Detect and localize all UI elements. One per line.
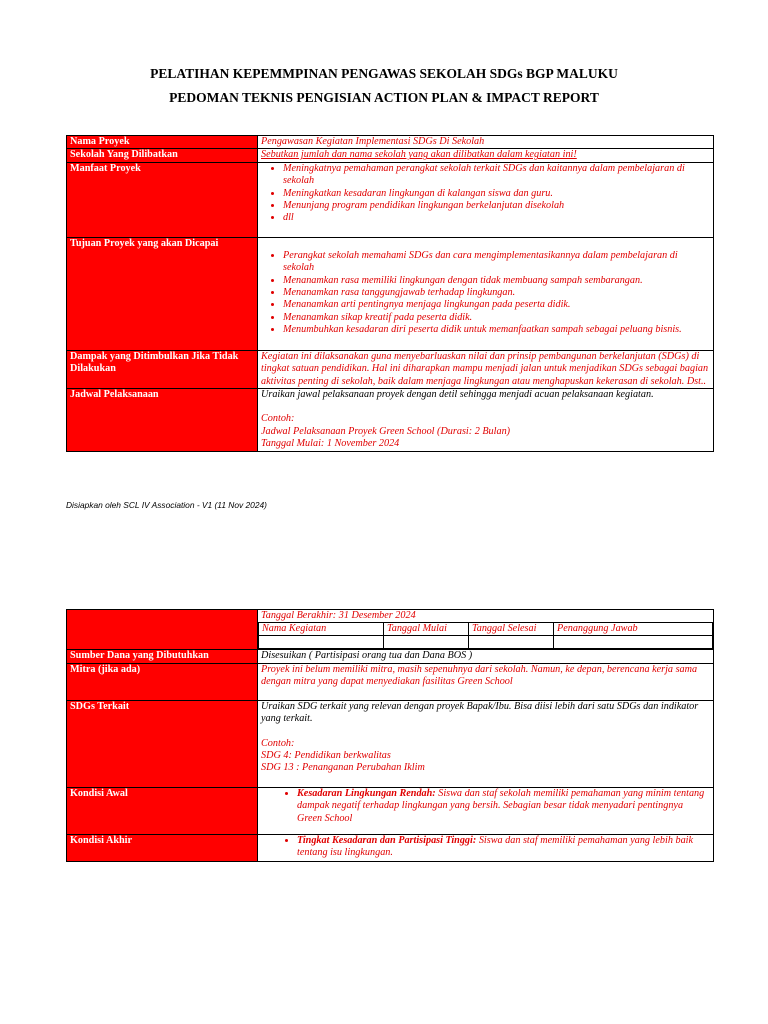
label-jadwal-continued	[67, 610, 258, 650]
jadwal-contoh: Contoh:	[261, 413, 295, 425]
document-title: PELATIHAN KEPEMMPINAN PENGAWAS SEKOLAH SDGs BGP MALUKU	[150, 66, 618, 81]
list-item: • Menumbuhkan kesadaran diri peserta didik untuk memanfaatkan sampah sebagai peluang bisnis.	[283, 324, 710, 336]
row-manfaat	[67, 162, 714, 237]
label-jadwal: Jadwal Pelaksanaan	[67, 389, 258, 452]
row-mitra	[67, 663, 714, 700]
value-jadwal-continued[interactable]	[258, 610, 714, 650]
label-manfaat: Manfaat Proyek	[67, 162, 258, 237]
row-dampak	[67, 350, 714, 388]
tujuan-list	[261, 250, 710, 337]
table-row	[259, 636, 713, 649]
list-item: • Menanamkan sikap kreatif pada peserta didik.	[283, 312, 710, 324]
label-kondisi-akhir: Kondisi Akhir	[67, 834, 258, 861]
list-item	[297, 835, 710, 860]
value-sekolah[interactable]: Sebutkan jumlah dan nama sekolah yang akan dilibatkan dalam kegiatan ini!	[258, 149, 714, 162]
col-tanggal-mulai: Tanggal Mulai	[384, 623, 469, 636]
sdgs-item-2: SDG 13 : Penanganan Perubahan Iklim	[261, 762, 425, 774]
kondisi-akhir-list	[261, 835, 710, 860]
kondisi-awal-bold: Kesadaran Lingkungan Rendah:	[297, 787, 436, 799]
value-sdgs[interactable]	[258, 700, 714, 787]
document-subtitle: PEDOMAN TEKNIS PENGISIAN ACTION PLAN & IMPACT REPORT	[169, 90, 599, 105]
label-dampak: Dampak yang Ditimbulkan Jika Tidak Dilakukan	[67, 350, 258, 388]
label-sekolah: Sekolah Yang Dilibatkan	[67, 149, 258, 162]
row-tujuan	[67, 237, 714, 350]
row-nama-proyek	[67, 136, 714, 149]
kondisi-akhir-text: Siswa dan staf memiliki pemahaman yang lebih baik tentang isu lingkungan.	[297, 834, 694, 859]
value-sumber-dana[interactable]: Disesuikan ( Partisipasi orang tua dan Dana BOS )	[258, 650, 714, 663]
col-penanggung-jawab: Penanggung Jawab	[554, 623, 713, 636]
row-kondisi-awal	[67, 787, 714, 834]
kondisi-akhir-bold: Tingkat Kesadaran dan Partisipasi Tinggi:	[297, 834, 477, 846]
row-sekolah	[67, 149, 714, 162]
label-sumber-dana: Sumber Dana yang Dibutuhkan	[67, 650, 258, 663]
manfaat-list	[261, 163, 710, 225]
table-cell[interactable]	[554, 636, 713, 649]
value-nama-proyek[interactable]: Pengawasan Kegiatan Implementasi SDGs Di Sekolah	[258, 136, 714, 149]
kondisi-awal-list	[261, 788, 710, 825]
jadwal-judul: Jadwal Pelaksanaan Proyek Green School (Durasi: 2 Bulan)	[261, 425, 511, 437]
list-item: • Menanamkan rasa memiliki lingkungan dengan tidak membuang sampah sembarangan.	[283, 275, 710, 287]
footer-note: Disiapkan oleh SCL IV Association - V1 (11 Nov 2024)	[66, 500, 267, 510]
action-plan-table-page2	[66, 609, 714, 862]
jadwal-tanggal-mulai: Tanggal Mulai: 1 November 2024	[261, 438, 400, 450]
list-item	[297, 788, 710, 825]
jadwal-intro: Uraikan jawal pelaksanaan proyek dengan detil sehingga menjadi acuan pelaksanaan kegiatan.	[261, 389, 654, 401]
sdgs-contoh: Contoh:	[261, 737, 295, 749]
table-cell[interactable]	[469, 636, 554, 649]
list-item: • Menanamkan rasa tanggungjawab terhadap lingkungan.	[283, 287, 710, 299]
row-jadwal	[67, 389, 714, 452]
table-header-row	[259, 623, 713, 636]
jadwal-tanggal-berakhir: Tanggal Berakhir: 31 Desember 2024	[261, 610, 416, 621]
label-sdgs: SDGs Terkait	[67, 700, 258, 787]
row-jadwal-continued	[67, 610, 714, 650]
list-item: • Menanamkan arti pentingnya menjaga lingkungan pada peserta didik.	[283, 299, 710, 311]
row-sdgs	[67, 700, 714, 787]
label-tujuan: Tujuan Proyek yang akan Dicapai	[67, 237, 258, 350]
action-plan-table-page1	[66, 135, 714, 452]
row-kondisi-akhir	[67, 834, 714, 861]
sdgs-item-1: SDG 4: Pendidikan berkwalitas	[261, 750, 391, 762]
col-tanggal-selesai: Tanggal Selesai	[469, 623, 554, 636]
value-jadwal[interactable]	[258, 389, 714, 452]
value-tujuan[interactable]	[258, 237, 714, 350]
list-item: • Perangkat sekolah memahami SDGs dan cara mengimplementasikannya dalam pembelajaran di sekolah	[283, 250, 710, 275]
value-kondisi-awal[interactable]	[258, 787, 714, 834]
label-mitra: Mitra (jika ada)	[67, 663, 258, 700]
kondisi-awal-text: Siswa dan staf sekolah memiliki pemahaman yang minim tentang dampak negatif terhadap lingkungan yang bersih. Sebagian besar tidak menyadari pentingnya Green School	[297, 787, 705, 824]
table-cell[interactable]	[259, 636, 384, 649]
label-kondisi-awal: Kondisi Awal	[67, 787, 258, 834]
list-item: • Meningkatnya pemahaman perangkat sekolah terkait SDGs dan kaitannya dalam pembelajaran di sekolah	[283, 163, 710, 188]
value-mitra[interactable]: Proyek ini belum memiliki mitra, masih sepenuhnya dari sekolah. Namun, ke depan, berencana kerja sama dengan mitra yang dapat menyediakan fasilitas Green School	[258, 663, 714, 700]
value-dampak[interactable]: Kegiatan ini dilaksanakan guna menyebarluaskan nilai dan prinsip pembangunan berkelanjutan (SDGs) di tingkat satuan pendidikan. Hal ini diharapkan mampu menjadi jalan untuk menjadikan SDGs sebagai bagian aktivitas penting di sekolah, baik dalam menjaga lingkungan atau menghapuskan kekerasan di sekolah. Dst..	[258, 350, 714, 388]
value-manfaat[interactable]	[258, 162, 714, 237]
row-sumber-dana	[67, 650, 714, 663]
list-item: • Meningkatkan kesadaran lingkungan di kalangan siswa dan guru.	[283, 188, 710, 200]
table-cell[interactable]	[384, 636, 469, 649]
value-kondisi-akhir[interactable]	[258, 834, 714, 861]
sdgs-intro: Uraikan SDG terkait yang relevan dengan proyek Bapak/Ibu. Bisa diisi lebih dari satu SDGs dan indikator yang terkait.	[261, 700, 699, 725]
jadwal-schedule-table	[258, 622, 713, 649]
list-item: • Menunjang program pendidikan lingkungan berkelanjutan disekolah	[283, 200, 710, 212]
label-nama-proyek: Nama Proyek	[67, 136, 258, 149]
col-nama-kegiatan: Nama Kegiatan	[259, 623, 384, 636]
list-item: • dll	[283, 212, 710, 224]
